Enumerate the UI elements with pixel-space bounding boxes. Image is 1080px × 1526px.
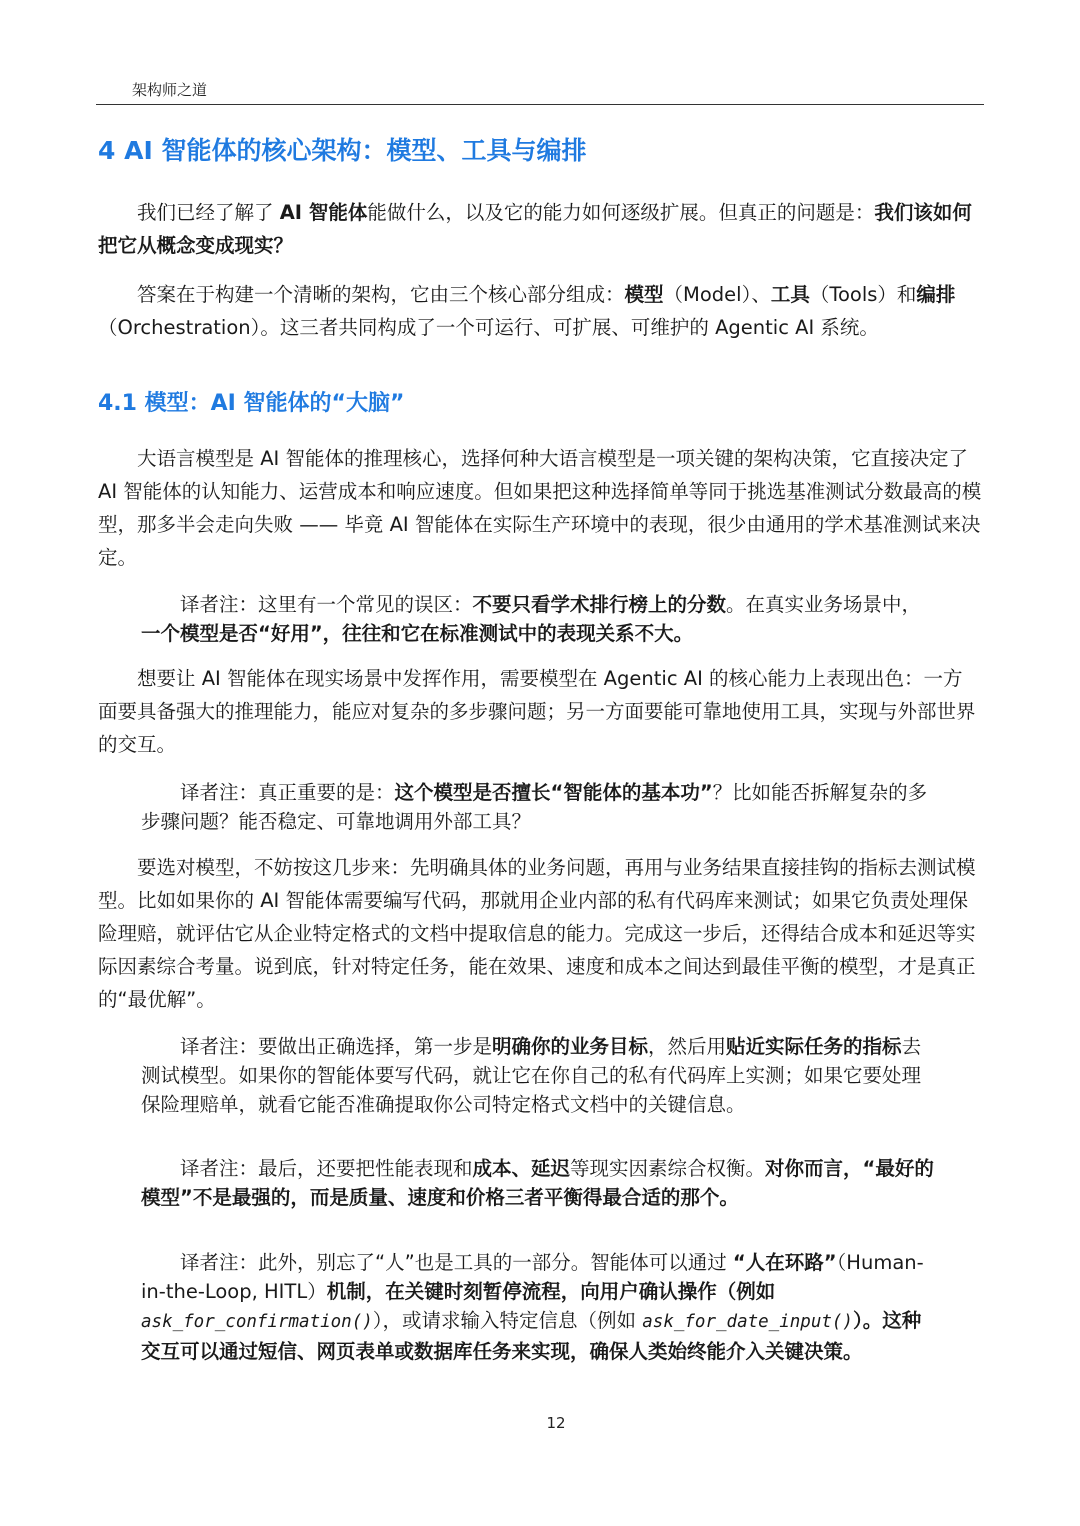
intro-paragraph: 我们已经了解了 AI 智能体能做什么，以及它的能力如何逐级扩展。但真正的问题是：我们该如何把它从概念变成现实？ (98, 201, 972, 257)
section-heading: 4 AI 智能体的核心架构：模型、工具与编排 (98, 136, 587, 165)
page-header (96, 76, 984, 105)
code-ask-for-date-input: ask_for_date_input() (642, 1312, 853, 1332)
translator-note-tradeoff: 译者注：最后，还要把性能表现和成本、延迟等现实因素综合权衡。对你而言，“最好的模型”不是最强的，而是质量、速度和价格三者平衡得最合适的那个。 (141, 1157, 934, 1209)
translator-note-human-in-loop: 译者注：此外，别忘了“人”也是工具的一部分。智能体可以通过 “人在环路”（Human-in-the-Loop, HITL）机制，在关键时刻暂停流程，向用户确认操作（例如 ask_for_confirmation()），或请求输入特定信息（例如 ask_for_date_input()）。这种交互可以通过短信、网页表单或数据库任务来实现，确保人类始终能介入关键决策。 (141, 1251, 924, 1363)
translator-note-business-goal: 译者注：要做出正确选择，第一步是明确你的业务目标，然后用贴近实际任务的指标去测试模型。如果你的智能体要写代码，就让它在你自己的私有代码库上实测；如果它要处理保险理赔单，就看它能否准确提取你公司特定格式文档中的关键信息。 (141, 1035, 922, 1116)
translator-note-benchmark: 译者注：这里有一个常见的误区：不要只看学术排行榜上的分数。在真实业务场景中，一个模型是否“好用”，往往和它在标准测试中的表现关系不大。 (141, 593, 922, 645)
subsection-heading: 4.1 模型：AI 智能体的“大脑” (98, 391, 405, 416)
header-title: 架构师之道 (132, 81, 208, 99)
architecture-paragraph: 答案在于构建一个清晰的架构，它由三个核心部分组成：模型（Model）、工具（Tools）和编排（Orchestration）。这三者共同构成了一个可运行、可扩展、可维护的 Agentic AI 系统。 (98, 283, 956, 339)
code-ask-for-confirmation: ask_for_confirmation() (141, 1312, 373, 1332)
capability-paragraph: 想要让 AI 智能体在现实场景中发挥作用，需要模型在 Agentic AI 的核心能力上表现出色：一方面要具备强大的推理能力，能应对复杂的多步骤问题；另一方面要能可靠地使用工具，实现与外部世界的交互。 (98, 667, 976, 756)
model-paragraph: 大语言模型是 AI 智能体的推理核心，选择何种大语言模型是一项关键的架构决策，它直接决定了 AI 智能体的认知能力、运营成本和响应速度。但如果把这种选择简单等同于挑选基准测试分数最高的模型，那多半会走向失败 —— 毕竟 AI 智能体在实际生产环境中的表现，很少由通用的学术基准测试来决定。 (98, 447, 982, 569)
selection-paragraph: 要选对模型，不妨按这几步来：先明确具体的业务问题，再用与业务结果直接挂钩的指标去测试模型。比如如果你的 AI 智能体需要编写代码，那就用企业内部的私有代码库来测试；如果它负责处理保险理赔，就评估它从企业特定格式的文档中提取信息的能力。完成这一步后，还得结合成本和延迟等实际因素综合考量。说到底，针对特定任务，能在效果、速度和成本之间达到最佳平衡的模型，才是真正的“最优解”。 (98, 856, 976, 1011)
page-number: 12 (546, 1414, 566, 1432)
translator-note-fundamentals: 译者注：真正重要的是：这个模型是否擅长“智能体的基本功”？比如能否拆解复杂的多步骤问题？能否稳定、可靠地调用外部工具？ (141, 781, 928, 833)
